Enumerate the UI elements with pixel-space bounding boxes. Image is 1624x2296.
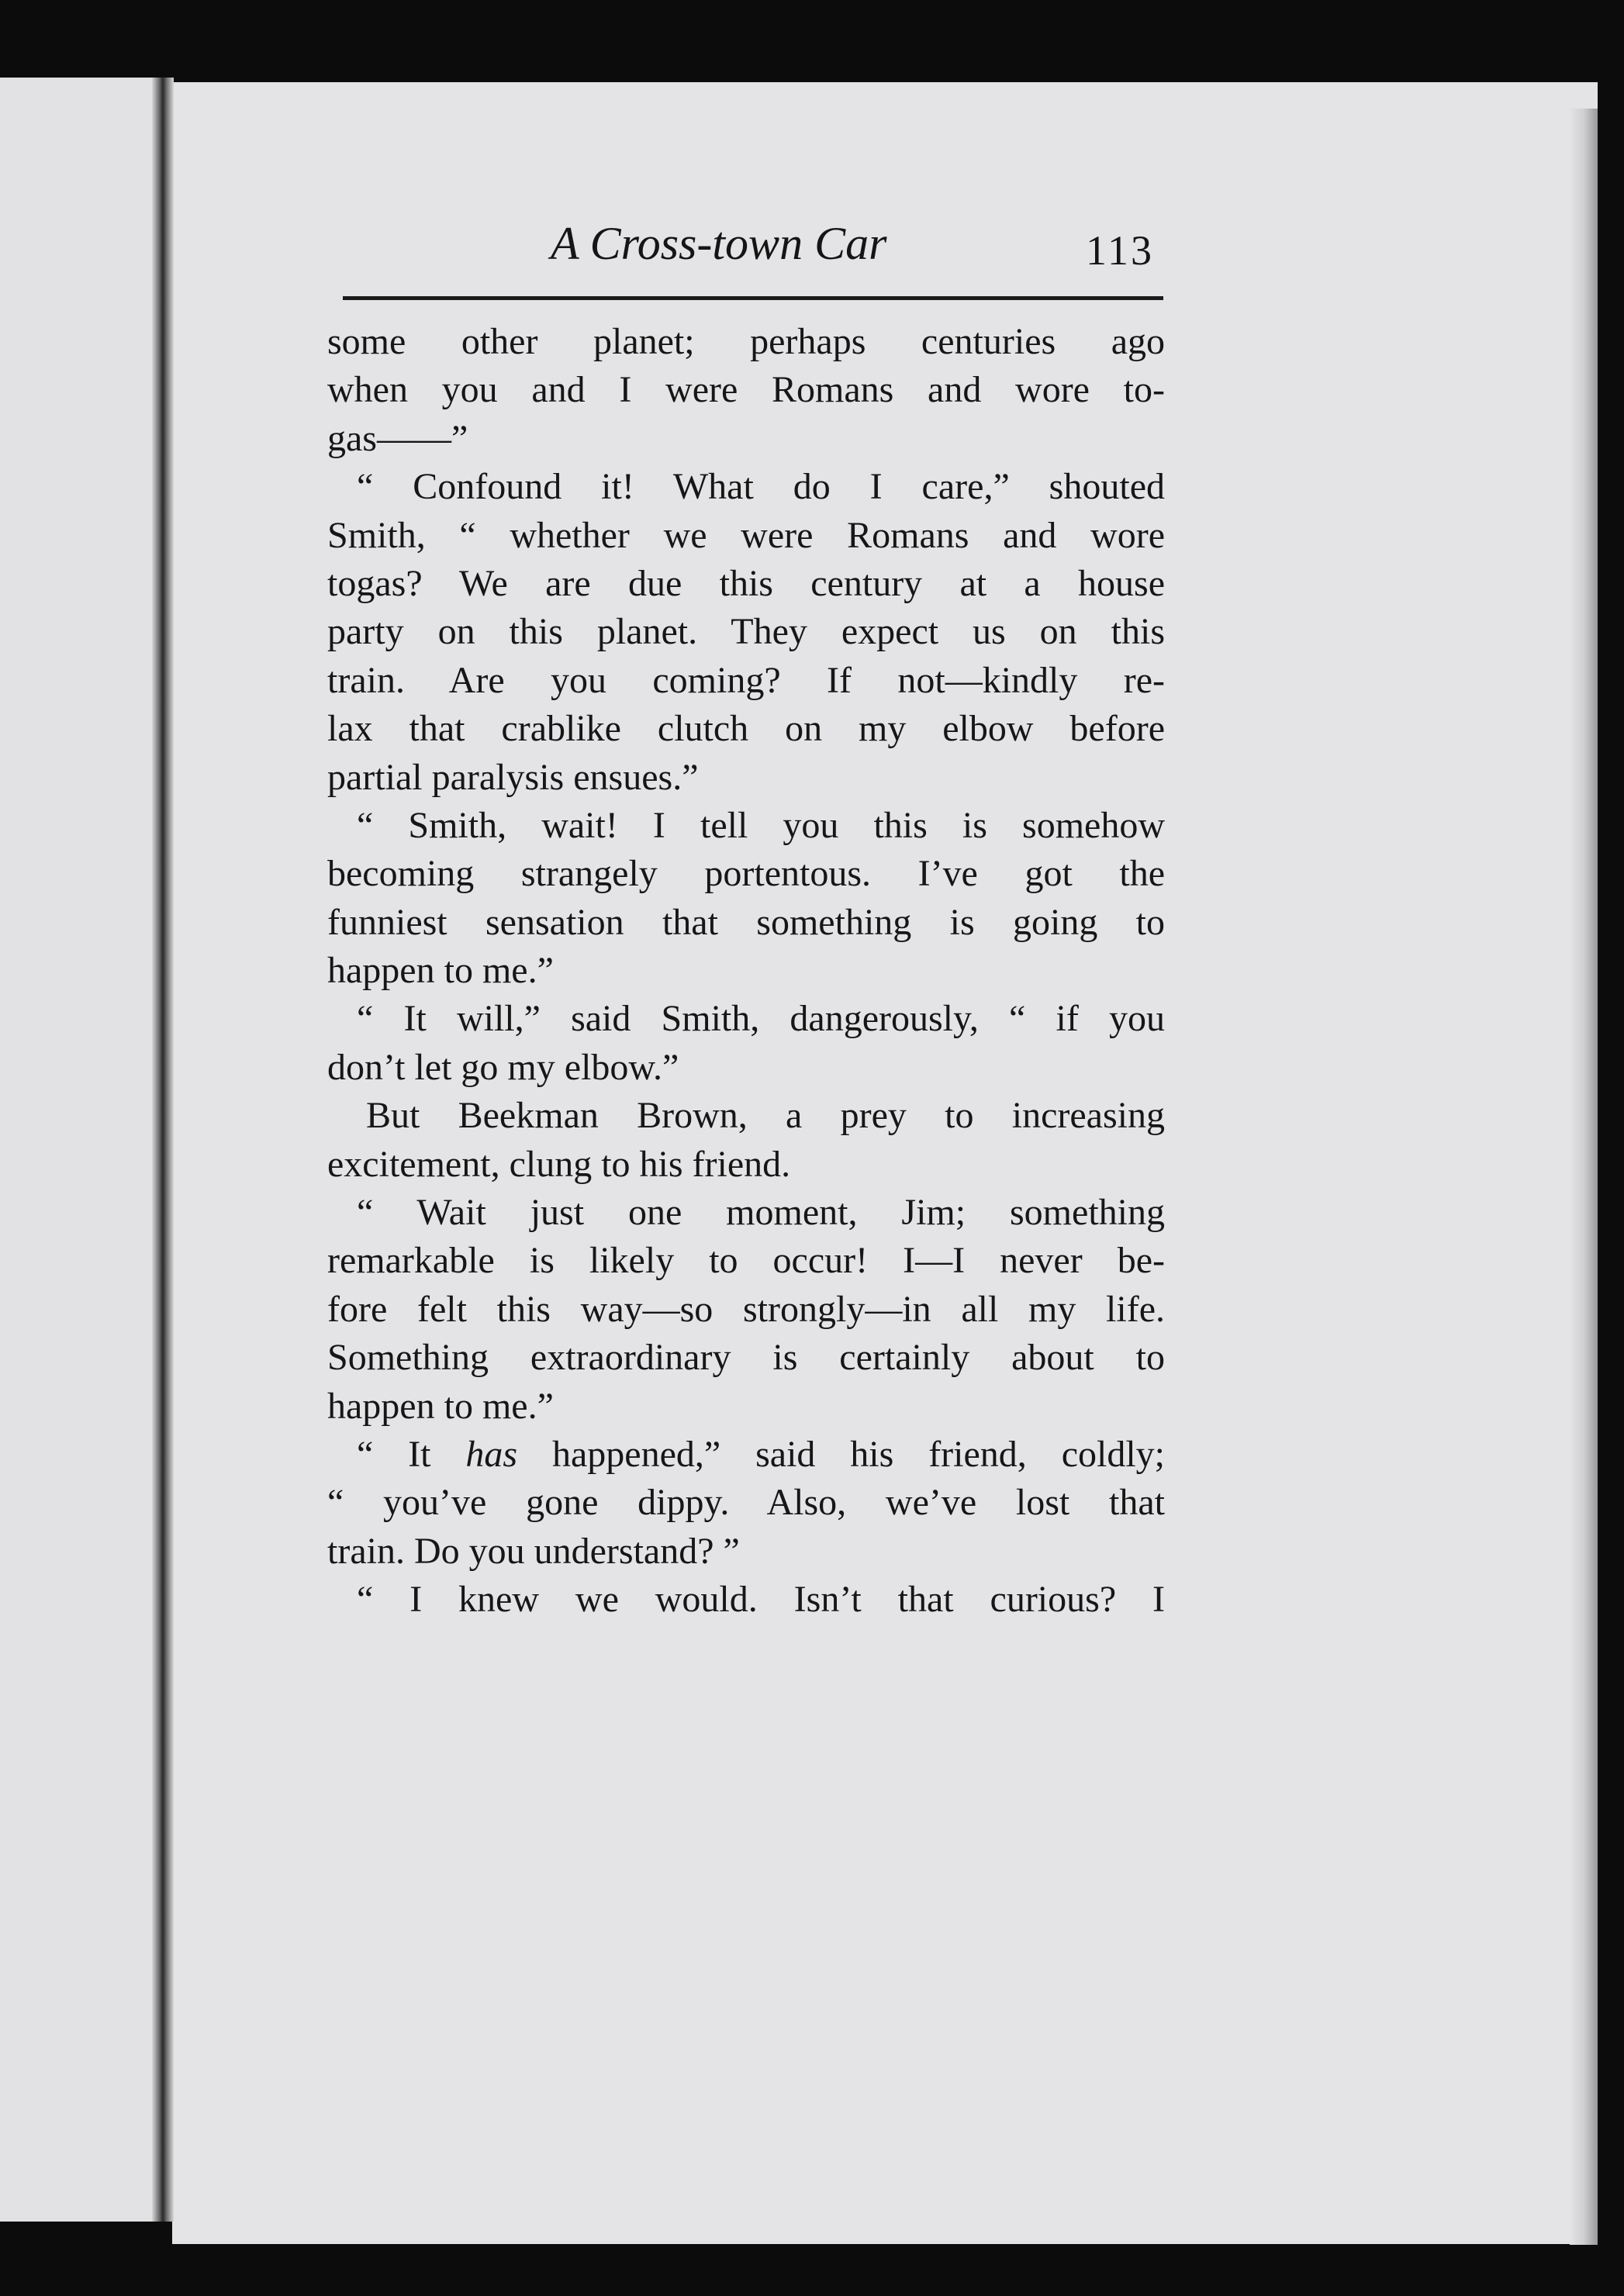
italic-word: has (465, 1433, 518, 1475)
text-line: funniest sensation that something is going to (327, 901, 1165, 943)
text-line: happen to me.” (327, 950, 554, 992)
text-line: excitement, clung to his friend. (327, 1143, 791, 1185)
running-title: A Cross-town Car (551, 218, 887, 269)
text-line: happen to me.” (327, 1385, 554, 1427)
text-line: “ I knew we would. Isn’t that curious? I (357, 1579, 1165, 1621)
text-line: togas? We are due this century at a house (327, 562, 1165, 604)
text-line: partial paralysis ensues.” (327, 756, 699, 798)
running-header (341, 209, 1165, 295)
text-line: “ Smith, wait! I tell you this is somehow (357, 804, 1165, 846)
header-rule (343, 296, 1163, 300)
text-line: when you and I were Romans and wore to- (327, 369, 1165, 411)
text-line: Something extraordinary is certainly about to (327, 1337, 1165, 1379)
text-line: Smith, “ whether we were Romans and wore (327, 514, 1165, 556)
left-page-edge (0, 78, 166, 2222)
text-line: some other planet; perhaps centuries ago (327, 321, 1165, 362)
text-line: “ you’ve gone dippy. Also, we’ve lost that (327, 1482, 1165, 1524)
text-line: “ Wait just one moment, Jim; something (357, 1192, 1165, 1234)
text-line: “ Confound it! What do I care,” shouted (357, 466, 1165, 508)
page-edge-shadow (1570, 109, 1598, 2245)
text-line: don’t let go my elbow.” (327, 1046, 679, 1088)
page-number: 113 (1086, 227, 1154, 274)
text-line (327, 1431, 1165, 1479)
book-gutter (152, 78, 174, 2222)
text-line: gas——” (327, 417, 468, 459)
text-segment: happened,” said his friend, coldly; (517, 1433, 1166, 1475)
text-line: fore felt this way—so strongly—in all my life. (327, 1288, 1165, 1330)
text-line: “ It will,” said Smith, dangerously, “ if you (357, 998, 1165, 1040)
text-line: becoming strangely portentous. I’ve got the (327, 853, 1165, 895)
text-line: But Beekman Brown, a prey to increasing (366, 1095, 1165, 1137)
text-line: remarkable is likely to occur! I—I never be- (327, 1240, 1165, 1282)
text-line: lax that crablike clutch on my elbow before (327, 708, 1165, 750)
text-line: train. Are you coming? If not—kindly re- (327, 659, 1165, 701)
body-text (327, 318, 1165, 1624)
text-line: party on this planet. They expect us on this (327, 611, 1165, 653)
text-line: train. Do you understand? ” (327, 1530, 740, 1572)
text-segment: “ It (357, 1433, 466, 1475)
